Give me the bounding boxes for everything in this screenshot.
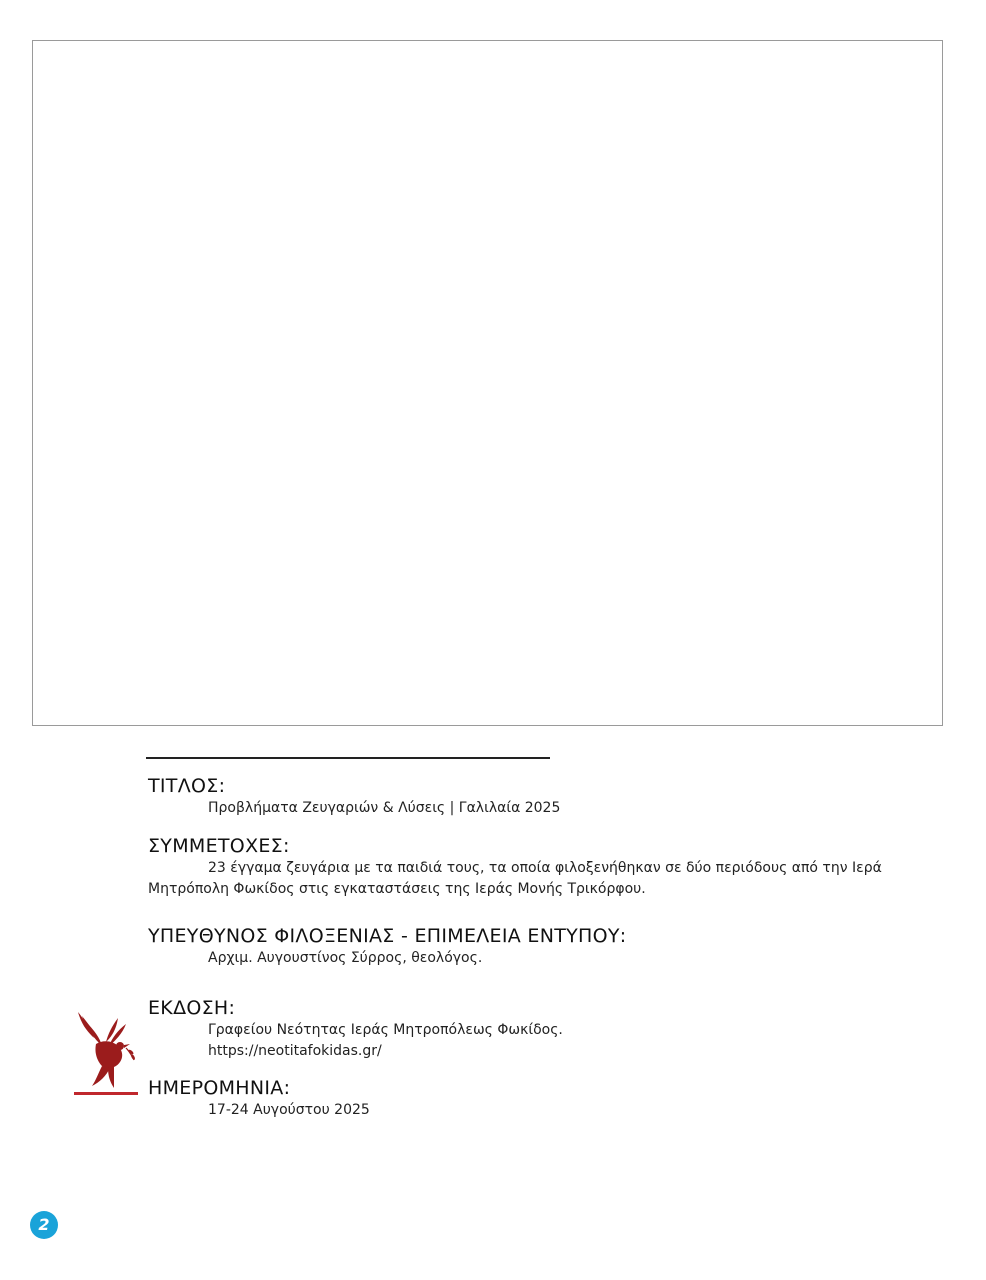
host-value: Αρχιμ. Αυγουστίνος Σύρρος, θεολόγος. — [208, 950, 483, 966]
edition-label: ΕΚΔΟΣΗ: — [148, 997, 236, 1019]
participants-label: ΣΥΜΜΕΤΟΧΕΣ: — [148, 835, 290, 857]
date-value: 17-24 Αυγούστου 2025 — [208, 1102, 370, 1118]
section-edition — [148, 996, 908, 1076]
credits-block — [148, 774, 908, 1121]
edition-link[interactable]: https://neotitafokidas.gr/ — [208, 1043, 382, 1059]
photo-frame — [32, 40, 943, 726]
participants-value: 23 έγγαμα ζευγάρια με τα παιδιά τους, τα οποία φιλοξενήθηκαν σε δύο περιόδους από την Ιερά Μητρόπολη Φωκίδος στις εγκαταστάσεις της Ιεράς Μονής Τρικόρφου. — [148, 860, 882, 897]
divider-line — [146, 757, 550, 759]
page-number-badge: 2 — [30, 1211, 58, 1239]
section-participants — [148, 834, 908, 924]
title-value: Προβλήματα Ζευγαριών & Λύσεις | Γαλιλαία 2025 — [208, 800, 561, 816]
date-label: ΗΜΕΡΟΜΗΝΙΑ: — [148, 1077, 291, 1099]
section-date — [148, 1076, 908, 1121]
title-label: ΤΙΤΛΟΣ: — [148, 775, 226, 797]
host-label: ΥΠΕΥΘΥΝΟΣ ΦΙΛΟΞΕΝΙΑΣ - ΕΠΙΜΕΛΕΙΑ ΕΝΤΥΠΟΥ: — [148, 925, 627, 947]
section-host — [148, 924, 908, 996]
section-title — [148, 774, 908, 834]
dove-with-olive-branch-icon — [72, 1008, 140, 1096]
edition-publisher: Γραφείου Νεότητας Ιεράς Μητροπόλεως Φωκίδος. — [208, 1022, 563, 1038]
